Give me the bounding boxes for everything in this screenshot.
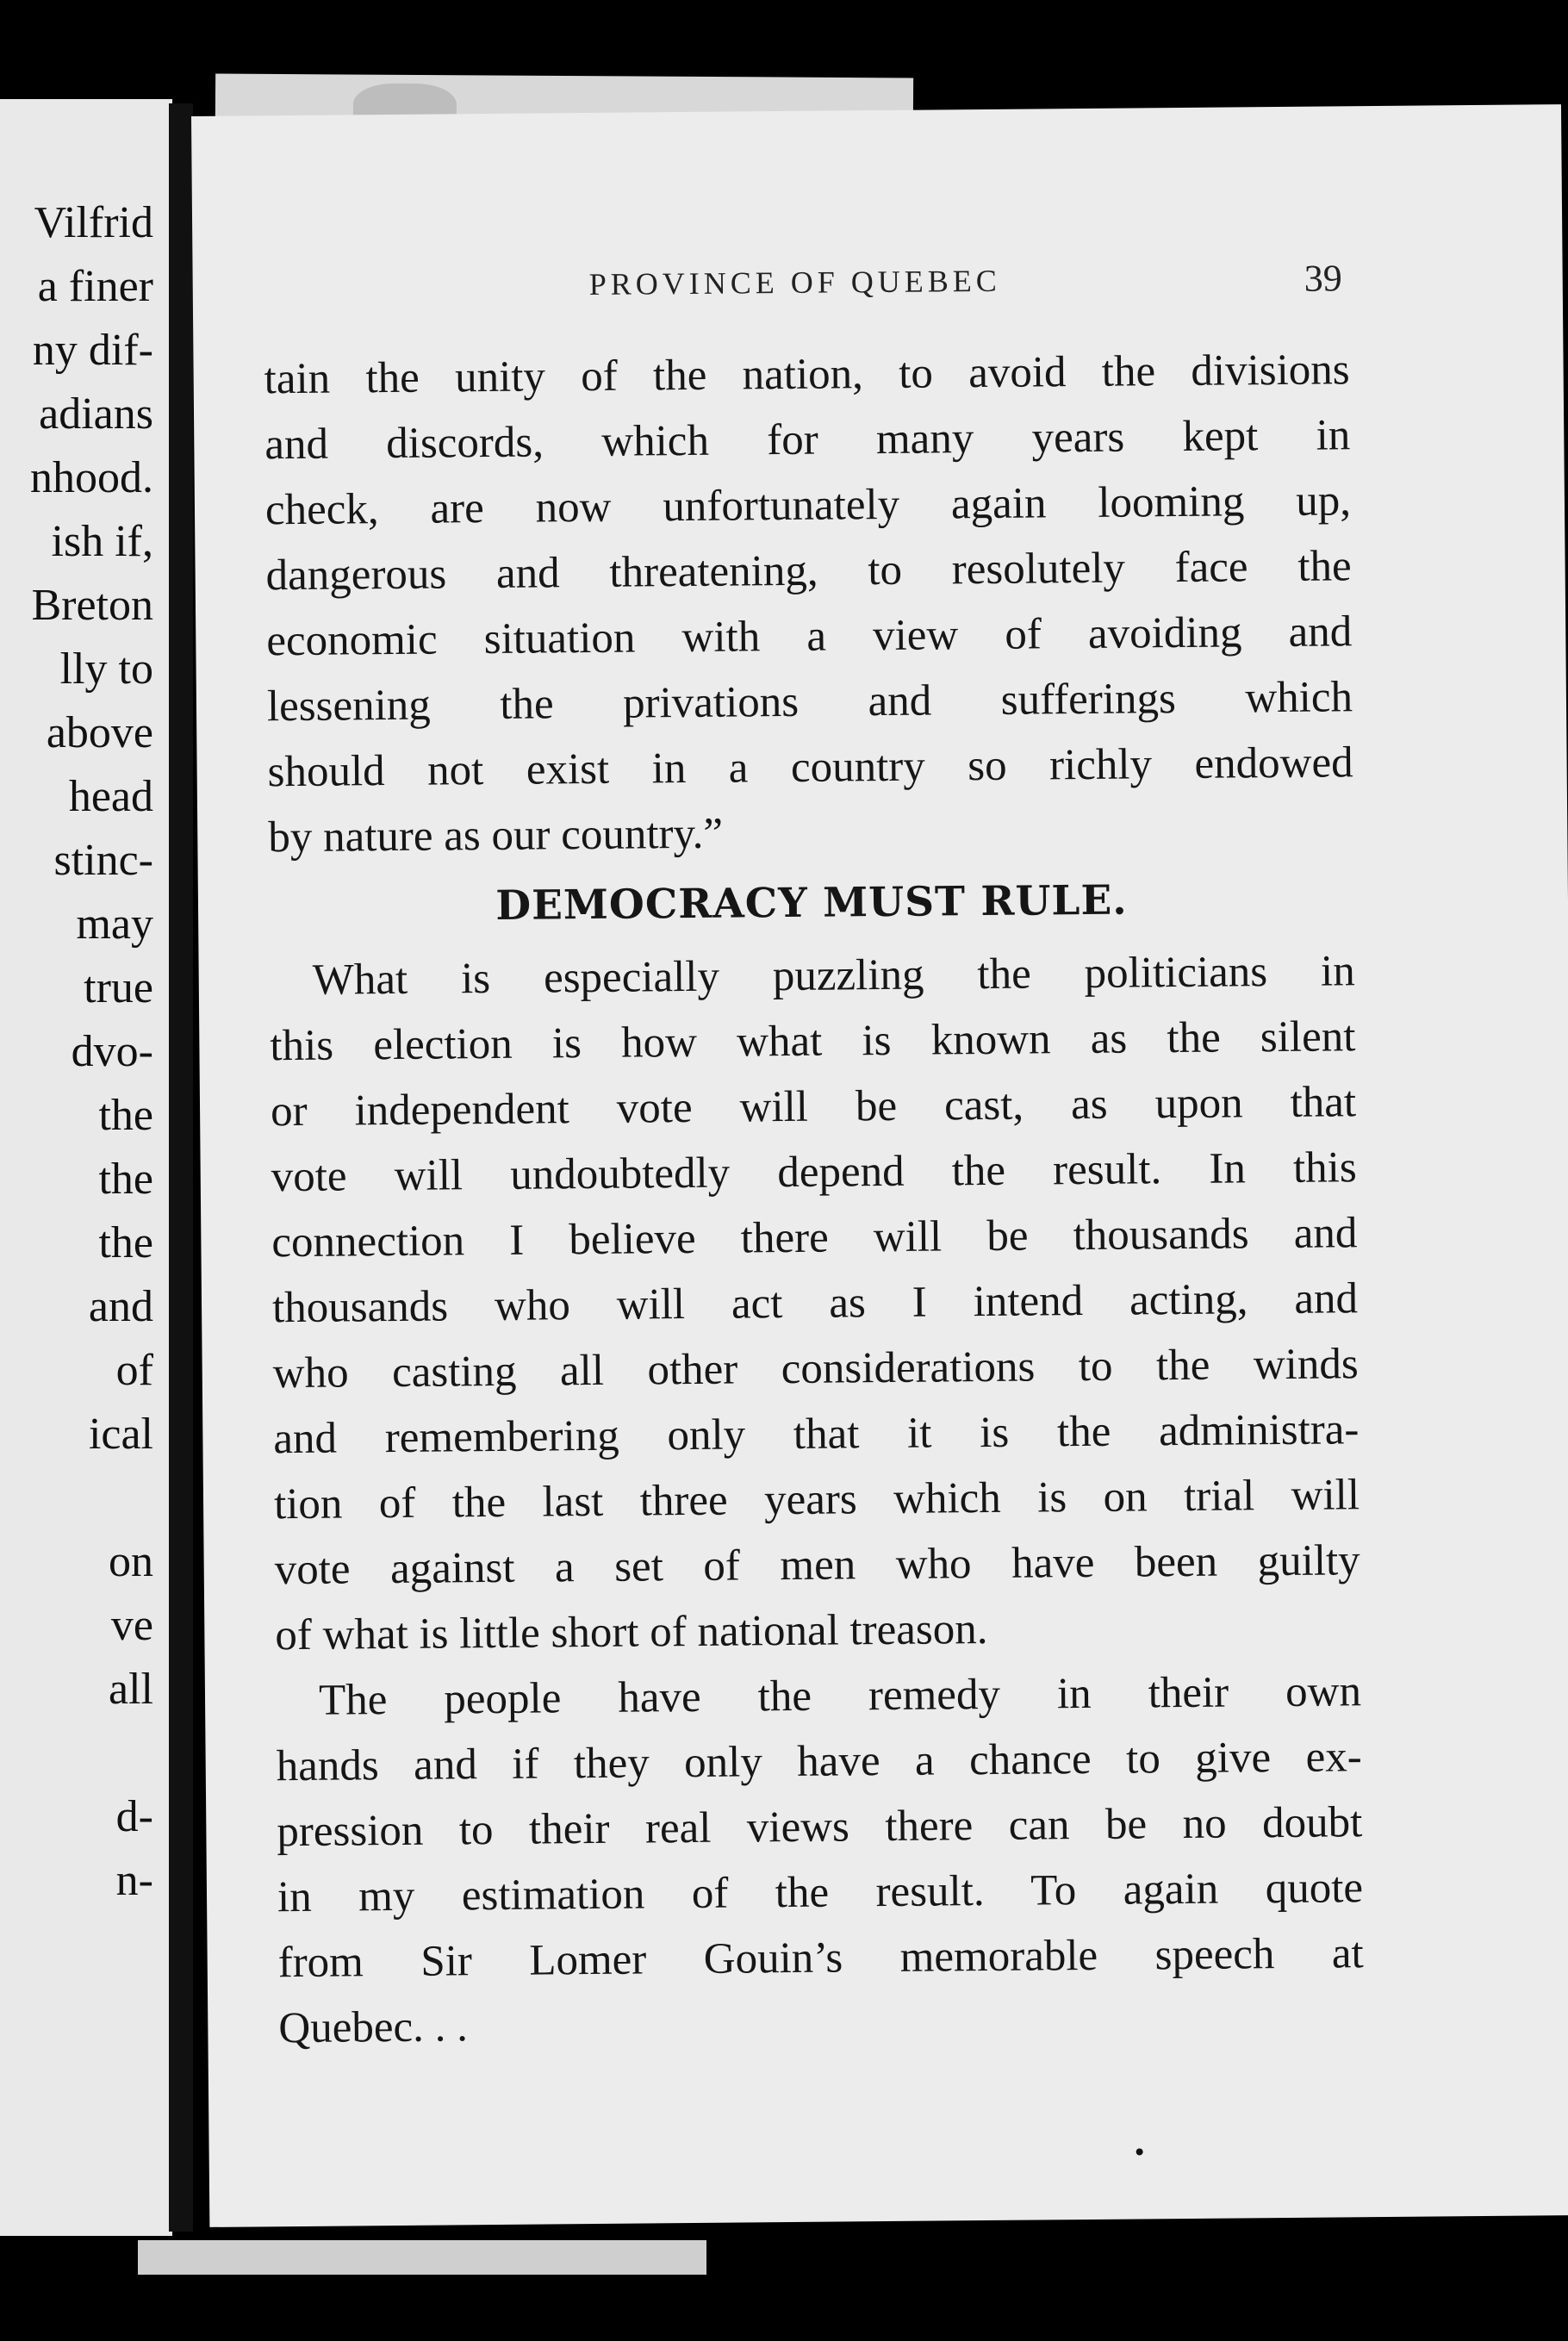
text-line: connection I believe there will be thousands and — [271, 1209, 1358, 1267]
text-line: by nature as our country.” — [268, 809, 724, 862]
left-fragment-line: a finer — [37, 262, 153, 311]
text-line: thousands who will act as I intend acting, and — [271, 1274, 1359, 1333]
left-fragment-line: ny dif- — [32, 326, 153, 375]
text-line: What is especially puzzling the politicians in — [312, 947, 1355, 1005]
book-page — [191, 104, 1568, 2227]
left-fragment-line: n- — [115, 1856, 153, 1905]
paragraph — [264, 337, 1353, 870]
torn-paper-strip-bottom — [138, 2240, 706, 2275]
left-fragment-line: ical — [88, 1410, 153, 1459]
left-fragment-line: nhood. — [30, 453, 153, 502]
left-fragment-line: adians — [39, 389, 153, 439]
text-line: vote against a set of men who have been guilty — [274, 1536, 1360, 1595]
text-line: this election is how what is known as the silent — [270, 1012, 1356, 1071]
left-fragment-line: the — [98, 1091, 153, 1140]
text-line: who casting all other considerations to the winds — [272, 1340, 1359, 1398]
page-number: 39 — [1304, 257, 1342, 300]
left-fragment-line: true — [84, 963, 153, 1012]
left-fragment-line: and — [88, 1282, 153, 1331]
text-line: dangerous and threatening, to resolutely face the — [265, 542, 1352, 601]
text-line: should not exist in a country so richly endowed — [267, 738, 1353, 797]
left-fragment-line: lly to — [59, 644, 153, 694]
left-fragment-line: head — [68, 772, 153, 821]
text-line: tain the unity of the nation, to avoid the divisions — [264, 346, 1350, 404]
paragraph — [276, 1659, 1365, 2061]
previous-page-fragment — [0, 99, 172, 2236]
running-head-title: PROVINCE OF QUEBEC — [588, 263, 1001, 302]
text-line: hands and if they only have a chance to give ex- — [276, 1733, 1362, 1791]
left-fragment-line: above — [46, 708, 153, 757]
paragraph — [269, 938, 1360, 1668]
left-fragment-line: of — [115, 1346, 153, 1395]
ink-speck — [1136, 2148, 1143, 2155]
text-line: and remembering only that it is the administra- — [273, 1405, 1360, 1464]
left-fragment-line: Breton — [31, 581, 153, 630]
text-line: in my estimation of the result. To again quote — [277, 1864, 1364, 1922]
text-line: lessening the privations and sufferings which — [266, 673, 1353, 732]
text-line: of what is little short of national treason. — [275, 1605, 988, 1660]
text-line: and discords, which for many years kept in — [264, 411, 1351, 470]
text-line: Quebec. . . — [278, 2002, 469, 2053]
text-line: from Sir Lomer Gouin’s memorable speech at — [277, 1929, 1364, 1988]
left-fragment-line: stinc- — [53, 836, 153, 885]
text-line: or independent vote will be cast, as upon that — [270, 1078, 1357, 1136]
page-body — [264, 337, 1364, 2061]
text-line: The people have the remedy in their own — [318, 1667, 1362, 1725]
left-fragment-line: the — [98, 1218, 153, 1267]
text-line: tion of the last three years which is on trial will — [273, 1471, 1360, 1529]
left-fragment-line: ve — [110, 1601, 153, 1650]
text-line: check, are now unfortunately again looming up, — [264, 476, 1352, 535]
text-line: pression to their real views there can be no doubt — [277, 1798, 1363, 1857]
left-fragment-line: on — [109, 1537, 153, 1586]
left-fragment-line: dvo- — [71, 1027, 153, 1076]
left-fragment-line: all — [109, 1665, 153, 1714]
left-fragment-line: Vilfrid — [34, 198, 153, 247]
binding-gutter — [169, 103, 193, 2232]
left-fragment-line: may — [76, 900, 153, 949]
running-header — [193, 258, 1563, 321]
text-line: economic situation with a view of avoiding and — [266, 607, 1353, 666]
left-fragment-line: the — [98, 1155, 153, 1204]
section-heading: DEMOCRACY MUST RULE. — [495, 876, 1128, 930]
left-fragment-line: d- — [115, 1792, 153, 1841]
text-line: vote will undoubtedly depend the result. In this — [271, 1143, 1357, 1202]
left-fragment-line: ish if, — [51, 517, 153, 566]
